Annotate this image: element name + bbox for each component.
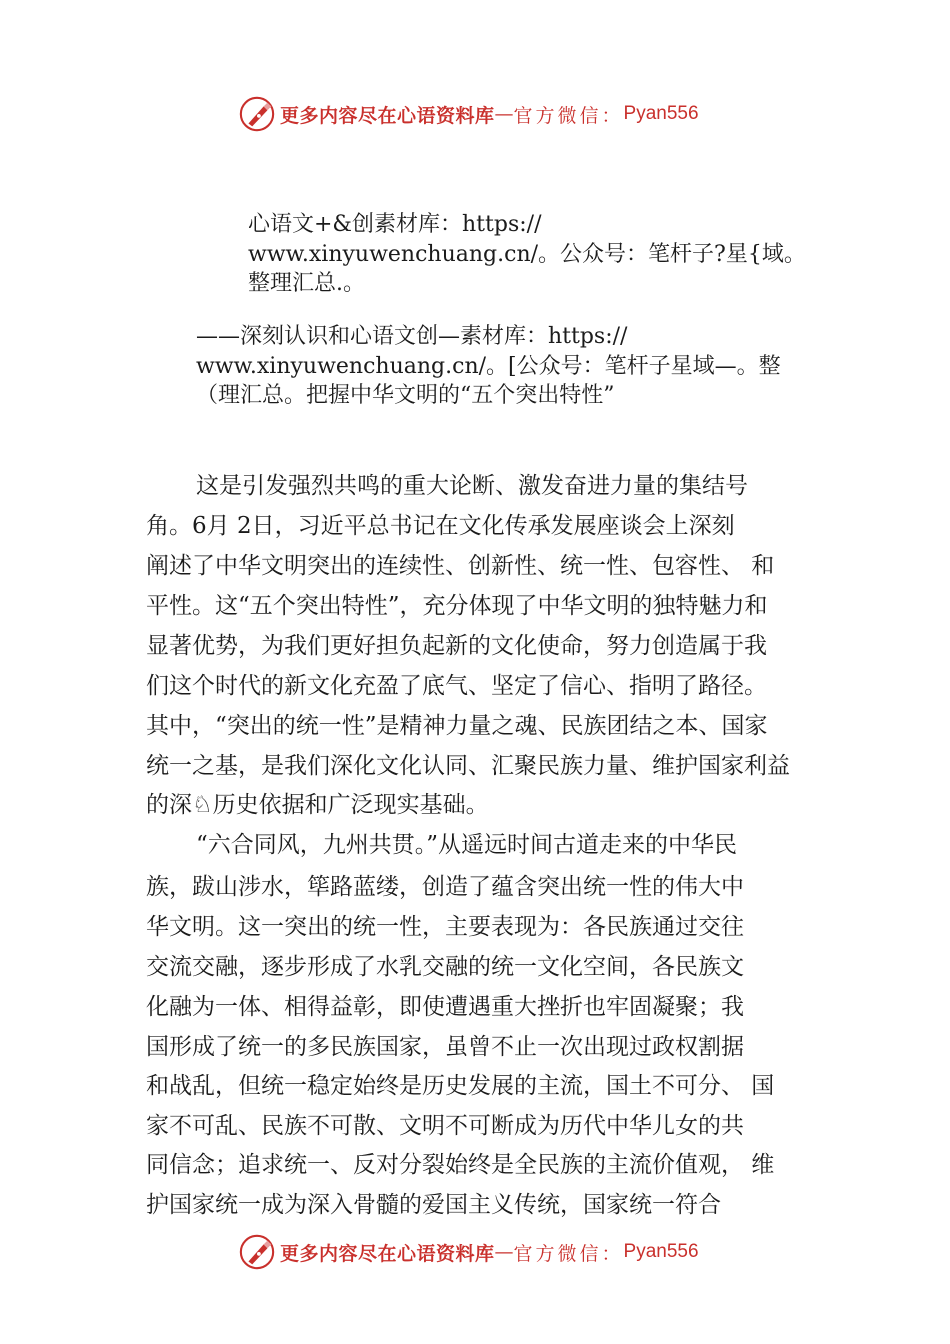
title-line-1: ——深刻认识和心语文创—素材库：https:// [196,324,628,349]
body-line: 华文明。这一突出的统一性，主要表现为：各民族通过交往 [146,914,744,940]
header-line-3: 整理汇总.。 [248,271,365,296]
body-line: 角。6月 2日，习近平总书记在文化传承发展座谈会上深刻 [146,513,735,539]
title-line-2: www.xinyuwenchuang.cn/。[公众号：笔杆子星域—。整 [196,354,781,379]
title-line-3: （理汇总。把握中华文明的“五个突出特性” [196,383,615,408]
body-line: 显著优势，为我们更好担负起新的文化使命，努力创造属于我 [146,633,767,659]
body-line: 这是引发强烈共鸣的重大论断、激发奋进力量的集结号 [196,473,748,499]
header-line-2: www.xinyuwenchuang.cn/。公众号：笔杆子?星{域。 [248,242,806,267]
banner-title: 更多内容尽在心语资料库 [280,104,495,127]
banner-dash: — [494,1241,514,1263]
body-line: 阐述了中华文明突出的连续性、创新性、统一性、包容性、 和 [146,553,775,579]
body-line: 家不可乱、民族不可散、文明不可断成为历代中华儿女的共 [146,1113,744,1139]
body-line: 族，跋山涉水，筚路蓝缕，创造了蕴含突出统一性的伟大中 [146,874,744,900]
body-line: 国形成了统一的多民族国家，虽曾不止一次出现过政权割据 [146,1034,744,1060]
body-line: 护国家统一成为深入骨髓的爱国主义传统，国家统一符合 [146,1192,721,1218]
banner-wechat-id: Pyan556 [623,103,699,124]
body-line: “六合同风，九州共贯。”从遥远时间古道走来的中华民 [196,832,738,858]
body-line: 统一之基，是我们深化文化认同、汇聚民族力量、维护国家利益 [146,753,790,779]
body-line: 和战乱，但统一稳定始终是历史发展的主流，国土不可分、 国 [146,1073,775,1099]
banner-title: 更多内容尽在心语资料库 [280,1242,495,1265]
body-line: 其中，“突出的统一性”是精神力量之魂、民族团结之本、国家 [146,713,768,739]
body-line: 平性。这“五个突出特性”，充分体现了中华文明的独特魅力和 [146,593,768,619]
body-line: 的深♘历史依据和广泛现实基础。 [146,792,489,818]
header-line-1: 心语文+&创素材库：https:// [248,212,542,237]
body-line: 同信念；追求统一、反对分裂始终是全民族的主流价值观， 维 [146,1152,775,1178]
pen-nib-logo-icon [238,95,276,133]
banner-dash: — [494,103,514,125]
bottom-banner [238,1232,758,1272]
pen-nib-logo-icon [238,1233,276,1271]
body-line: 化融为一体、相得益彰，即使遭遇重大挫折也牢固凝聚；我 [146,994,744,1020]
body-line: 们这个时代的新文化充盈了底气、坚定了信心、指明了路径。 [146,673,767,699]
banner-wechat-id: Pyan556 [623,1241,699,1262]
banner-label: 官方微信： [513,104,624,127]
body-line: 交流交融，逐步形成了水乳交融的统一文化空间，各民族文 [146,954,744,980]
banner-label: 官方微信： [513,1242,624,1265]
top-banner [238,94,758,134]
